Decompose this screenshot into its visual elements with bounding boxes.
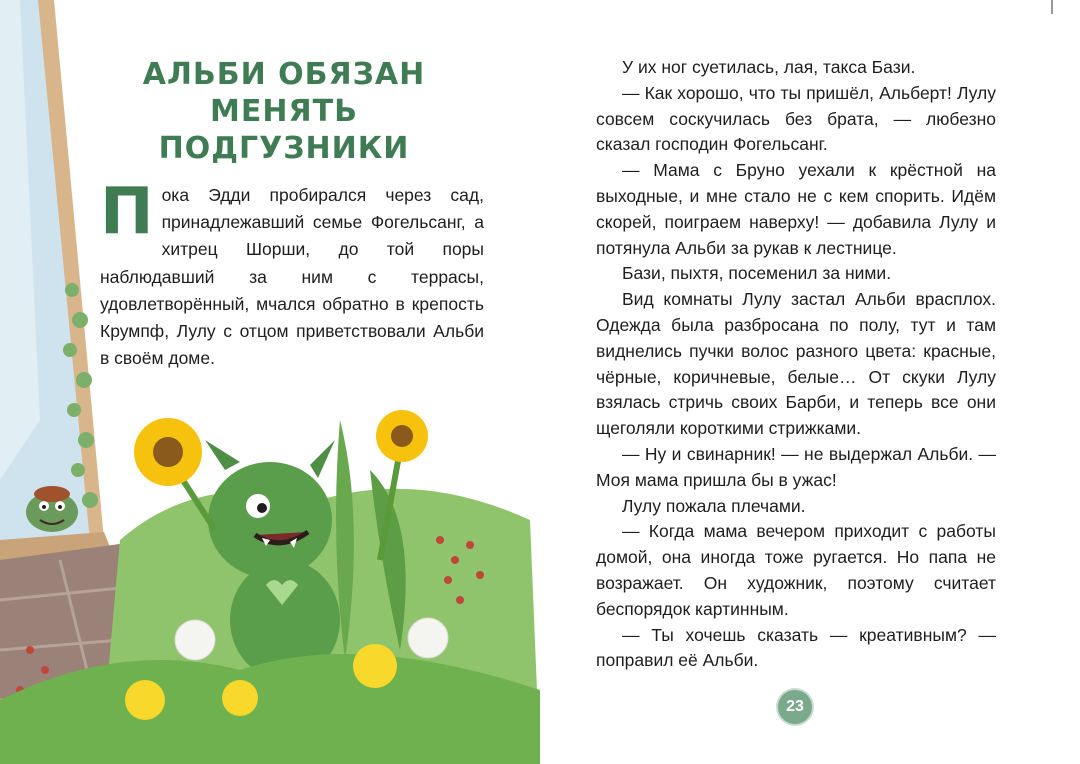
paragraph: — Когда мама вечером приходит с работы домой, она иногда тоже ругается. Но папа не возражает. Он художник, поэтому считает беспорядок картинным. bbox=[596, 521, 996, 619]
paragraph: У их ног суетилась, лая, такса Бази. bbox=[622, 57, 916, 77]
crop-mark-icon bbox=[1050, 0, 1080, 20]
drop-cap: П bbox=[100, 175, 154, 249]
front-grass bbox=[0, 654, 540, 764]
paragraph: Бази, пыхтя, посеменил за ними. bbox=[622, 263, 892, 284]
intro-text: ока Эдди пробирался через сад, принадлежавший семье Фогельсанг, а хитрец Шорши, до той поры наблюдавший за ним с террасы, удовлетворённый, мчался обратно в крепость Крумпф, Лулу с отцом приветствовали Альби в своём доме. bbox=[100, 185, 484, 369]
page-number-badge: 23 bbox=[778, 690, 812, 724]
chapter-title bbox=[98, 56, 470, 167]
intro-paragraph bbox=[100, 175, 484, 372]
chapter-title-line1: АЛЬБИ ОБЯЗАН bbox=[142, 57, 426, 92]
paragraph: — Ты хочешь сказать — креативным? — поправил её Альби. bbox=[596, 624, 996, 671]
chapter-title-line2: МЕНЯТЬ ПОДГУЗНИКИ bbox=[158, 94, 410, 166]
paragraph: Вид комнаты Лулу застал Альби врасплох. Одежда была разбросана по полу, тут и там виднелись пучки волос разного цвета: красные, чёрные, коричневые, белые… От скуки Лулу взялась стричь своих Барби, и теперь все они щеголяли короткими стрижками. bbox=[596, 289, 996, 439]
paragraph: Лулу пожала плечами. bbox=[622, 495, 806, 516]
paragraph: — Как хорошо, что ты пришёл, Альберт! Лулу совсем соскучилась без брата, — любезно сказал господин Фогельсанг. bbox=[596, 82, 996, 155]
right-page-text bbox=[596, 55, 996, 674]
paragraph: — Мама с Бруно уехали к крёстной на выходные, и мне стало не с кем спорить. Идём скорей, поиграем наверху! — добавила Лулу и потянула Альби за рукав к лестнице. bbox=[596, 160, 996, 258]
paragraph: — Ну и свинарник! — не выдержал Альби. — Моя мама пришла бы в ужас! bbox=[596, 443, 996, 490]
